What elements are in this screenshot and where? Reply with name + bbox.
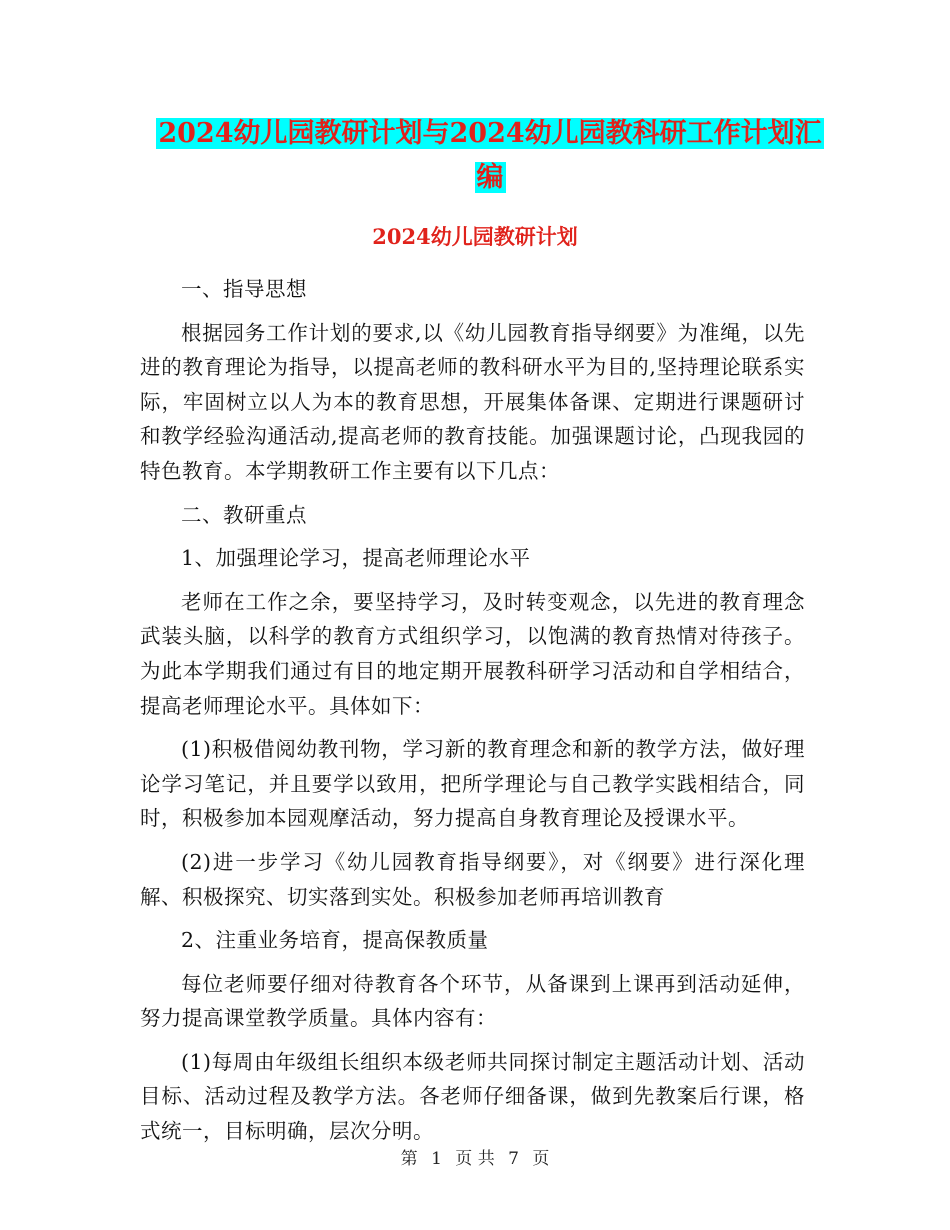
list-item-1: (1)积极借阅幼教刊物，学习新的教育理念和新的教学方法，做好理论学习笔记，并且要学以致用，把所学理论与自己教学实践相结合，同时，积极参加本园观摩活动，努力提高自身教育理论及授课水平。 bbox=[140, 737, 805, 831]
subheading-theory-study: 1、加强理论学习，提高老师理论水平 bbox=[181, 546, 531, 571]
section-title: 2024幼儿园教研计划 bbox=[372, 224, 578, 249]
footer-label-page: 第 bbox=[400, 1149, 418, 1169]
document-body bbox=[140, 272, 805, 1158]
heading-guiding-ideology: 一、指导思想 bbox=[181, 277, 307, 301]
paragraph-guiding-ideology: 根据园务工作计划的要求,以《幼儿园教育指导纲要》为准绳，以先进的教育理论为指导，以提高老师的教科研水平为目的,坚持理论联系实际，牢固树立以人为本的教育思想，开展集体备课、定期进行课题研讨和教学经验沟通活动,提高老师的教育技能。加强课题讨论，凸现我园的特色教育。本学期教研工作主要有以下几点： bbox=[140, 320, 805, 483]
document-title bbox=[140, 112, 840, 200]
footer-label-of: 页 共 bbox=[455, 1149, 495, 1169]
list-item-2: (2)进一步学习《幼儿园教育指导纲要》，对《纲要》进行深化理解、积极探究、切实落到实处。积极参加老师再培训教育 bbox=[140, 849, 805, 909]
paragraph-theory-study: 老师在工作之余，要坚持学习，及时转变观念，以先进的教育理念武装头脑，以科学的教育方式组织学习，以饱满的教育热情对待孩子。为此本学期我们通过有目的地定期开展教科研学习活动和自学相结合，提高老师理论水平。具体如下： bbox=[140, 589, 805, 718]
heading-research-focus: 二、教研重点 bbox=[181, 502, 307, 527]
footer-current-page: 1 bbox=[431, 1149, 442, 1169]
footer-label-end: 页 bbox=[532, 1149, 550, 1169]
paragraph-business-training: 每位老师要仔细对待教育各个环节，从备课到上课再到活动延伸，努力提高课堂教学质量。具体内容有： bbox=[140, 971, 805, 1031]
page-footer bbox=[0, 1144, 950, 1169]
subheading-business-training: 2、注重业务培育，提高保教质量 bbox=[181, 928, 489, 953]
list-item-3: (1)每周由年级组长组织本级老师共同探讨制定主题活动计划、活动目标、活动过程及教学方法。各老师仔细备课，做到先教案后行课，格式统一，目标明确，层次分明。 bbox=[140, 1049, 805, 1144]
footer-total-pages: 7 bbox=[508, 1149, 519, 1169]
title-line-1: 2024幼儿园教研计划与2024幼儿园教科研工作计划汇 bbox=[158, 118, 822, 149]
title-line-2: 编 bbox=[476, 162, 504, 193]
